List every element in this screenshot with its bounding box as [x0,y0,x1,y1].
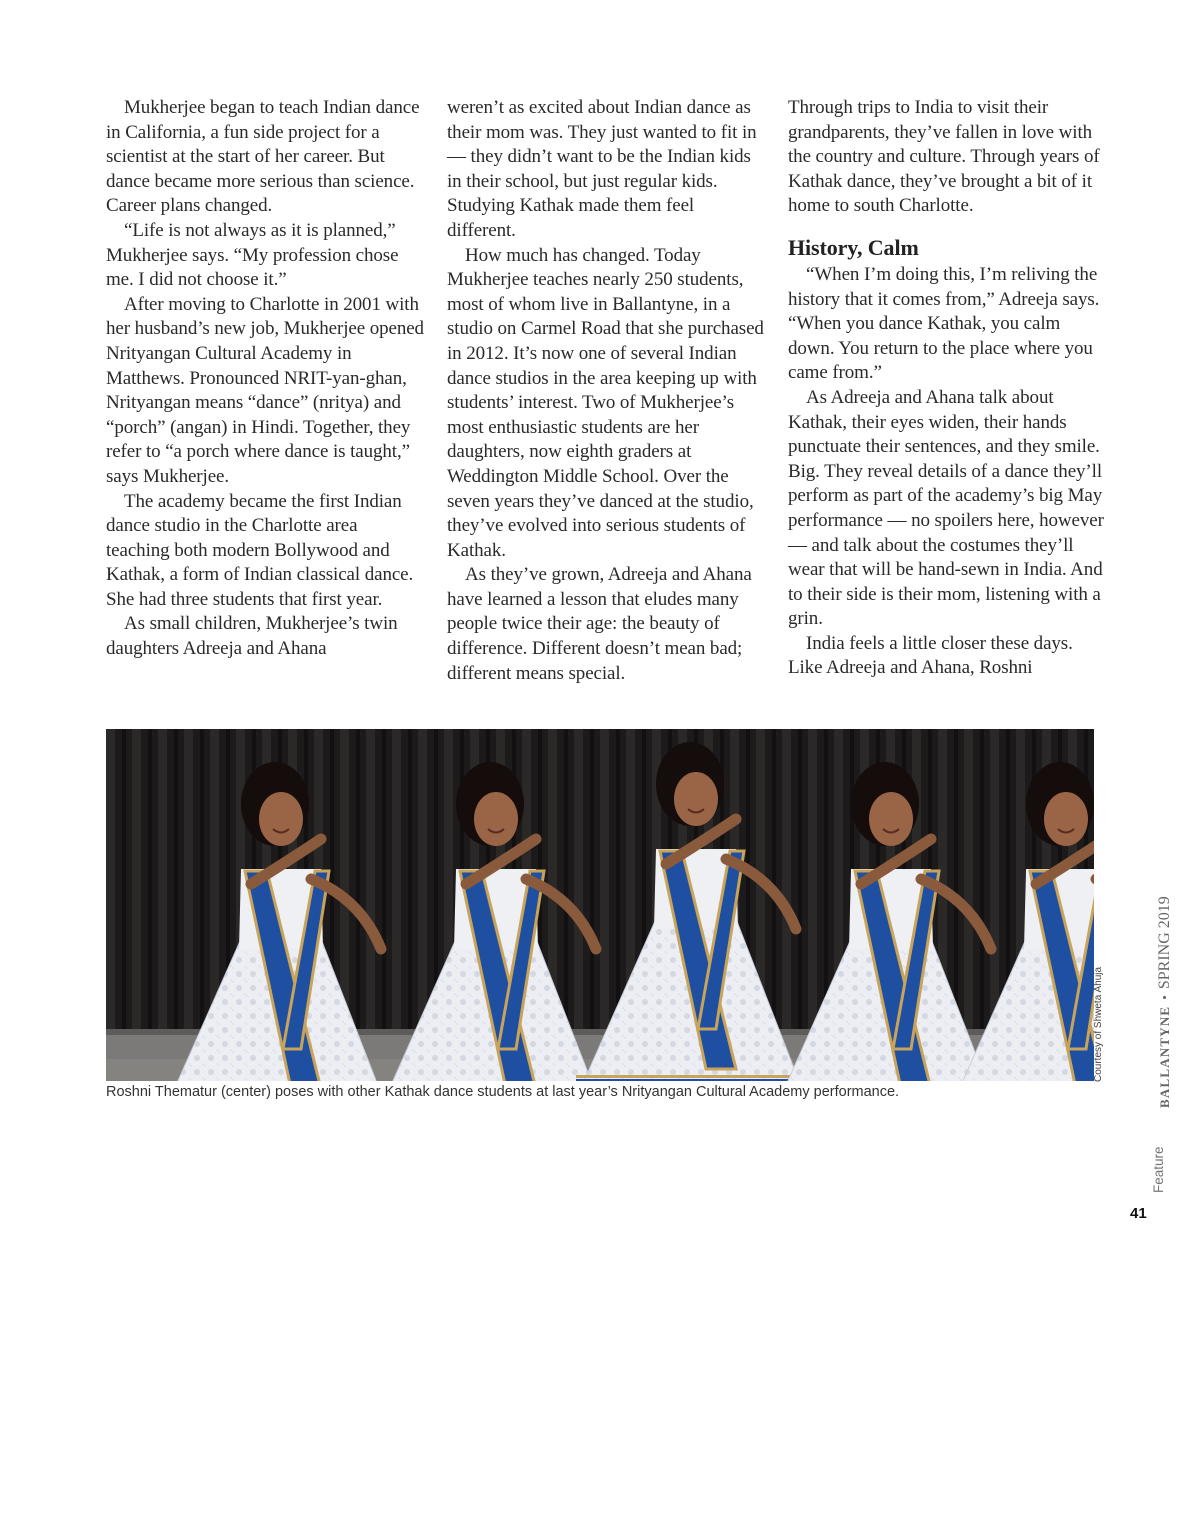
paragraph: Mukherjee began to teach Indian dance in California, a fun side project for a scientist at the start of her career. But dance became more serious than science. Career plans changed. [106,97,420,217]
article-column-1 [106,96,424,662]
issue-date: SPRING 2019 [1156,896,1173,990]
dancers-illustration [106,729,1094,1081]
folio-bullet: • [1157,995,1172,1000]
paragraph: The academy became the first Indian dance studio in the Charlotte area teaching both modern Bollywood and Kathak, a form of Indian classical dance. She had three students that first year. [106,490,414,610]
article-column-2 [447,96,765,686]
paragraph: Through trips to India to visit their grandparents, they’ve fallen in love with the country and culture. Through years of Kathak dance, they’ve brought a bit of it home to south Charlotte. [788,97,1100,217]
section-subhead: History, Calm [788,234,919,260]
page-number: 41 [1130,1205,1147,1222]
paragraph: After moving to Charlotte in 2001 with her husband’s new job, Mukherjee opened Nrityangan Cultural Academy in Matthews. Pronounced NRIT-yan-ghan, Nrityangan means “dance” (nritya) and “porch” (angan) in Hindi. Together, they refer to “a porch where dance is taught,” says Mukherjee. [106,293,424,487]
paragraph: “When I’m doing this, I’m reliving the history that it comes from,” Adreeja says. “When you dance Kathak, you calm down. You return to the place where you came from.” [788,263,1100,384]
photo-caption: Roshni Thematur (center) poses with other Kathak dance students at last year’s Nrityangan Cultural Academy performance. [106,1084,900,1100]
paragraph: As Adreeja and Ahana talk about Kathak, their eyes widen, their hands punctuate their sentences, and they smile. Big. They reveal details of a dance they’ll perform as part of the academy’s big May performance — no spoilers here, however — and talk about the costumes they’ll wear that will be hand-sewn in India. And to their side is their mom, listening with a grin. [788,386,1104,630]
paragraph: weren’t as excited about Indian dance as their mom was. They just wanted to fit in — they didn’t want to be the Indian kids in their school, but just regular kids. Studying Kathak made them feel different. [447,97,757,241]
folio [1156,896,1174,1108]
photo-credit: Courtesy of Shweta Ahuja [1093,966,1104,1082]
dancers-photo [106,729,1094,1081]
article-column-3 [788,96,1106,681]
paragraph: India feels a little closer these days. Like Adreeja and Ahana, Roshni [788,632,1073,679]
paragraph: As they’ve grown, Adreeja and Ahana have learned a lesson that eludes many people twice their age: the beauty of difference. Different doesn’t mean bad; different means special. [447,564,752,684]
paragraph: As small children, Mukherjee’s twin daughters Adreeja and Ahana [106,613,398,660]
magazine-name: BALLANTYNE [1157,1005,1172,1108]
section-label: Feature [1151,1146,1166,1193]
paragraph: How much has changed. Today Mukherjee teaches nearly 250 students, most of whom live in Ballantyne, in a studio on Carmel Road that she purchased in 2012. It’s now one of several Indian dance studios in the area keeping up with students’ interest. Two of Mukherjee’s most enthusiastic students are her daughters, now eighth graders at Weddington Middle School. Over the seven years they’ve danced at the studio, they’ve evolved into serious students of Kathak. [447,244,764,561]
paragraph: “Life is not always as it is planned,” Mukherjee says. “My profession chose me. I did not choose it.” [106,219,399,291]
